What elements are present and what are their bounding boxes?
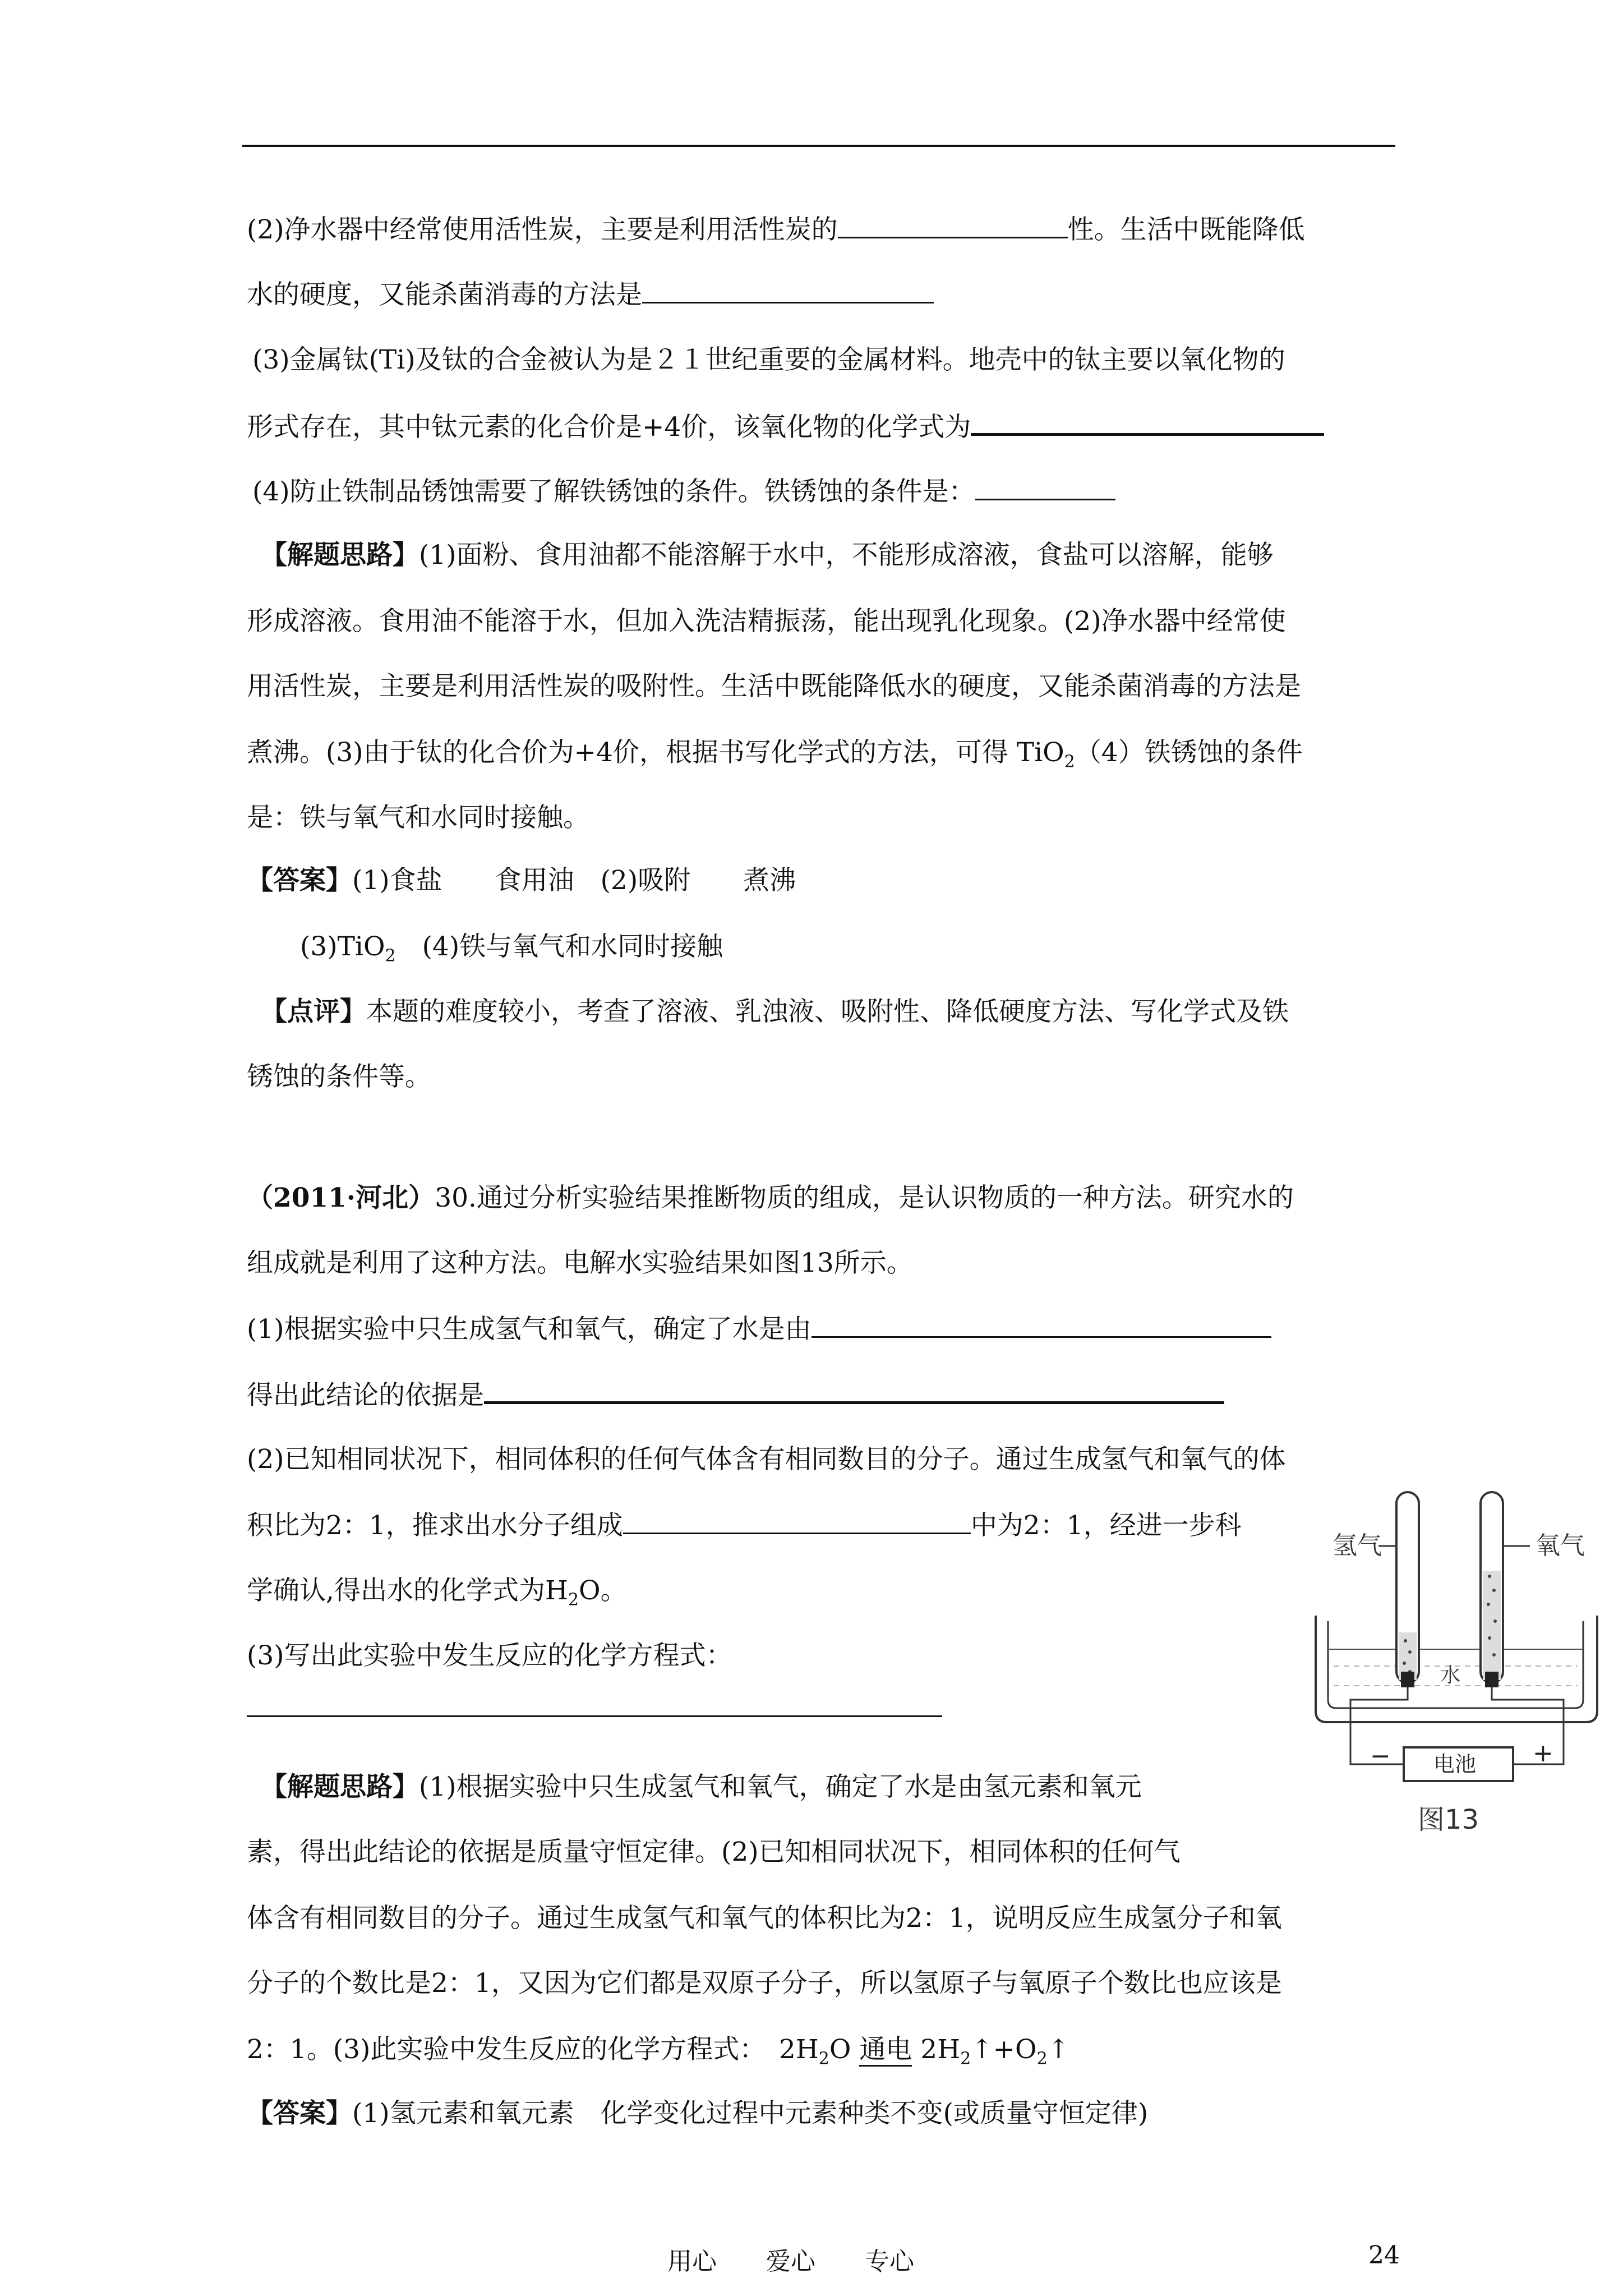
question-3-line-2: 形式存在，其中钛元素的化合价是+4价，该氧化物的化学式为 bbox=[247, 408, 1324, 444]
answer-tag: 【答案】 bbox=[247, 865, 352, 896]
hydrogen-label: 氢气 bbox=[1332, 1531, 1382, 1560]
answer-tag: 【答案】 bbox=[247, 2098, 352, 2129]
cathode bbox=[1401, 1672, 1414, 1687]
oxygen-label: 氧气 bbox=[1536, 1531, 1585, 1560]
solution-1-line-2: 形成溶液。食用油不能溶于水，但加入洗洁精振荡，能出现乳化现象。(2)净水器中经常使 bbox=[247, 606, 1286, 637]
comment-line-2: 锈蚀的条件等。 bbox=[247, 1061, 431, 1092]
hebei-question-3-line: (3)写出此实验中发生反应的化学方程式： bbox=[247, 1640, 732, 1671]
solution-2-line-3: 体含有相同数目的分子。通过生成氢气和氧气的体积比为2：1，说明反应生成氢分子和氧 bbox=[247, 1903, 1282, 1934]
footer-motto: 用心 爱心 专心 bbox=[667, 2247, 914, 2276]
question-2-line-1: (2)净水器中经常使用活性炭，主要是利用活性炭的 性。生活中既能降低 bbox=[247, 212, 1305, 247]
oxygen-tube-water bbox=[1483, 1571, 1501, 1680]
solution-2-line-2: 素，得出此结论的依据是质量守恒定律。(2)已知相同状况下，相同体积的任何气 bbox=[247, 1837, 1181, 1867]
comment-tag: 【点评】 bbox=[261, 996, 366, 1027]
hebei-question-2-line-1: (2)已知相同状况下，相同体积的任何气体含有相同数目的分子。通过生成氢气和氧气的体 bbox=[247, 1444, 1286, 1475]
hebei-question-line-2: 组成就是利用了这种方法。电解水实验结果如图13所示。 bbox=[247, 1248, 913, 1278]
solution-tag: 【解题思路】 bbox=[261, 1772, 419, 1802]
hebei-question-1-line-1: (1)根据实验中只生成氢气和氧气，确定了水是由 bbox=[247, 1312, 1271, 1346]
solution-2-line-4: 分子的个数比是2：1，又因为它们都是双原子分子，所以氢原子与氧原子个数比也应该是 bbox=[247, 1968, 1282, 1999]
electrolysis-apparatus-figure bbox=[1300, 1228, 1614, 1851]
negative-sign: − bbox=[1370, 1742, 1391, 1770]
answer-1-line-2: (3)TiO$_2$ (4)铁与氧气和水同时接触 bbox=[300, 931, 723, 966]
question-2-line-2: 水的硬度，又能杀菌消毒的方法是 bbox=[247, 277, 934, 312]
hebei-question-line-1: （2011·河北）30.通过分析实验结果推断物质的组成，是认识物质的一种方法。研究水的 bbox=[247, 1182, 1294, 1213]
question-4-line: (4)防止铁制品锈蚀需要了解铁锈蚀的条件。铁锈蚀的条件是： bbox=[252, 474, 1115, 509]
figure-caption: 图13 bbox=[1418, 1804, 1479, 1835]
solution-2-line-1: 【解题思路】(1)根据实验中只生成氢气和氧气，确定了水是由氢元素和氧元 bbox=[261, 1772, 1142, 1802]
page-number: 24 bbox=[1368, 2241, 1400, 2270]
anode bbox=[1485, 1672, 1498, 1687]
header-rule bbox=[242, 145, 1395, 147]
reaction-condition: 通电 bbox=[859, 2034, 912, 2067]
solution-tag: 【解题思路】 bbox=[261, 540, 419, 570]
answer-blank[interactable] bbox=[811, 1312, 1271, 1338]
answer-blank[interactable] bbox=[642, 277, 934, 303]
hebei-question-2-line-2: 积比为2：1，推求出水分子组成 中为2：1，经进一步科 bbox=[247, 1508, 1242, 1543]
positive-sign: + bbox=[1533, 1739, 1553, 1768]
solution-1-line-3: 用活性炭，主要是利用活性炭的吸附性。生活中既能降低水的硬度，又能杀菌消毒的方法是 bbox=[247, 671, 1301, 702]
answer-blank[interactable] bbox=[975, 474, 1115, 500]
answer-blank[interactable] bbox=[247, 1700, 942, 1717]
answer-blank[interactable] bbox=[971, 408, 1324, 436]
solution-1-line-1: 【解题思路】(1)面粉、食用油都不能溶解于水中，不能形成溶液，食盐可以溶解，能够 bbox=[261, 540, 1274, 570]
battery-label: 电池 bbox=[1433, 1752, 1477, 1777]
solution-2-line-5: 2：1。(3)此实验中发生反应的化学方程式： $2H_2O$ 通电 $2H_2↑+O_2↑$ bbox=[247, 2034, 1070, 2069]
answer-blank[interactable] bbox=[484, 1377, 1224, 1404]
source-tag: （2011·河北） bbox=[247, 1182, 435, 1213]
question-3-line-1: (3)金属钛(Ti)及钛的合金被认为是２１世纪重要的金属材料。地壳中的钛主要以氧化物的 bbox=[252, 344, 1285, 375]
solution-1-line-5: 是：铁与氧气和水同时接触。 bbox=[247, 802, 589, 833]
hebei-question-2-line-3: 学确认,得出水的化学式为$H_2O$。 bbox=[247, 1575, 627, 1610]
hebei-question-1-line-2: 得出此结论的依据是 bbox=[247, 1377, 1224, 1412]
solution-1-line-4: 煮沸。(3)由于钛的化合价为+4价，根据书写化学式的方法，可得 TiO$_2$（4）铁锈蚀的条件 bbox=[247, 737, 1303, 772]
answer-blank[interactable] bbox=[838, 212, 1068, 238]
water-label: 水 bbox=[1440, 1664, 1461, 1687]
answer-blank[interactable] bbox=[623, 1508, 971, 1534]
comment-line-1: 【点评】本题的难度较小，考查了溶液、乳浊液、吸附性、降低硬度方法、写化学式及铁 bbox=[261, 996, 1289, 1027]
answer-1-line-1: 【答案】(1)食盐 食用油 (2)吸附 煮沸 bbox=[247, 865, 796, 896]
answer-3-line: 【答案】(1)氢元素和氧元素 化学变化过程中元素种类不变(或质量守恒定律) bbox=[247, 2098, 1149, 2129]
